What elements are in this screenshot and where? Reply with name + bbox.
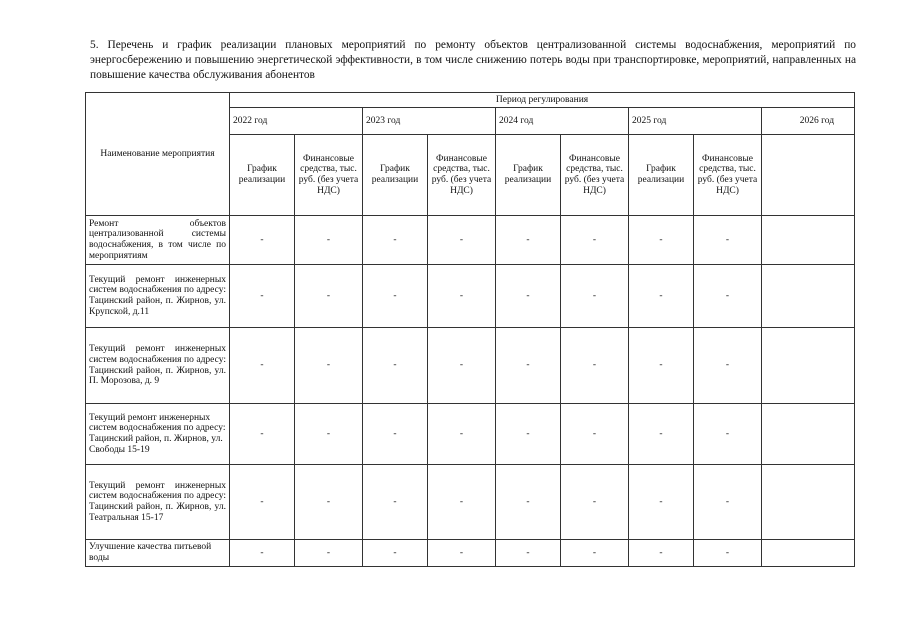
year-2025: 2025 год bbox=[629, 108, 762, 135]
cell-value: - bbox=[694, 404, 762, 465]
subheader-funds: Финансовые средства, тыс. руб. (без учета НДС) bbox=[694, 135, 762, 216]
cell-value: - bbox=[496, 404, 561, 465]
cell-value: - bbox=[629, 265, 694, 328]
header-period: Период регулирования bbox=[230, 93, 855, 108]
cell-value: - bbox=[230, 328, 295, 404]
event-name: Текущий ремонт инженерных систем водоснабжения по адресу: Тацинский район, п. Жирнов, ул. Свободы 15-19 bbox=[86, 404, 230, 465]
heading-text: 5. Перечень и график реализации плановых мероприятий по ремонту объектов централизованной системы водоснабжения, мероприятий по энергосбережению и повышению энергетической эффективности, в том числе снижению потерь воды при транспортировке, bbox=[90, 39, 856, 67]
cell-value: - bbox=[428, 216, 496, 265]
event-name: Улучшение качества питьевой воды bbox=[86, 540, 230, 567]
cell-value: - bbox=[230, 465, 295, 540]
subheader-schedule: График реализации bbox=[496, 135, 561, 216]
cell-value: - bbox=[496, 216, 561, 265]
heading-text-last: мероприятий, направленных на повышение качества обслуживания абонентов bbox=[90, 54, 856, 82]
cell-value: - bbox=[230, 216, 295, 265]
cell-value: - bbox=[561, 265, 629, 328]
cell-value: - bbox=[363, 216, 428, 265]
cell-value: - bbox=[496, 328, 561, 404]
plan-table bbox=[85, 92, 855, 567]
cell-value: - bbox=[496, 465, 561, 540]
table-row bbox=[86, 265, 855, 328]
table-row bbox=[86, 465, 855, 540]
cell-value: - bbox=[561, 540, 629, 567]
cell-value: - bbox=[295, 540, 363, 567]
cell-empty bbox=[762, 404, 855, 465]
cell-value: - bbox=[629, 404, 694, 465]
cell-value: - bbox=[694, 465, 762, 540]
cell-value: - bbox=[363, 328, 428, 404]
event-name: Текущий ремонт инженерных систем водоснабжения по адресу: Тацинский район, п. Жирнов, ул. Театральная 15-17 bbox=[86, 465, 230, 540]
cell-empty bbox=[762, 465, 855, 540]
cell-value: - bbox=[295, 465, 363, 540]
cell-value: - bbox=[428, 540, 496, 567]
year-2023: 2023 год bbox=[363, 108, 496, 135]
cell-empty bbox=[762, 216, 855, 265]
year-2024: 2024 год bbox=[496, 108, 629, 135]
cell-value: - bbox=[230, 265, 295, 328]
cell-value: - bbox=[561, 216, 629, 265]
cell-value: - bbox=[428, 328, 496, 404]
cell-value: - bbox=[428, 404, 496, 465]
cell-value: - bbox=[363, 265, 428, 328]
subheader-funds: Финансовые средства, тыс. руб. (без учета НДС) bbox=[428, 135, 496, 216]
event-name: Текущий ремонт инженерных систем водоснабжения по адресу: Тацинский район, п. Жирнов, ул. Крупской, д.11 bbox=[86, 265, 230, 328]
cell-value: - bbox=[428, 465, 496, 540]
subheader-empty bbox=[762, 135, 855, 216]
cell-value: - bbox=[295, 265, 363, 328]
subheader-schedule: График реализации bbox=[230, 135, 295, 216]
cell-value: - bbox=[694, 540, 762, 567]
cell-empty bbox=[762, 328, 855, 404]
table-row bbox=[86, 216, 855, 265]
cell-value: - bbox=[295, 328, 363, 404]
table-row bbox=[86, 328, 855, 404]
cell-empty bbox=[762, 540, 855, 567]
cell-empty bbox=[762, 265, 855, 328]
table-row bbox=[86, 540, 855, 567]
cell-value: - bbox=[694, 328, 762, 404]
cell-value: - bbox=[561, 465, 629, 540]
cell-value: - bbox=[629, 465, 694, 540]
section-heading bbox=[90, 38, 856, 84]
year-2026: 2026 год bbox=[762, 108, 855, 135]
subheader-funds: Финансовые средства, тыс. руб. (без учета НДС) bbox=[561, 135, 629, 216]
cell-value: - bbox=[561, 404, 629, 465]
cell-value: - bbox=[363, 540, 428, 567]
cell-value: - bbox=[629, 540, 694, 567]
cell-value: - bbox=[629, 216, 694, 265]
cell-value: - bbox=[694, 216, 762, 265]
cell-value: - bbox=[694, 265, 762, 328]
subheader-schedule: График реализации bbox=[629, 135, 694, 216]
cell-value: - bbox=[496, 265, 561, 328]
event-name: Текущий ремонт инженерных систем водоснабжения по адресу: Тацинский район, п. Жирнов, ул. П. Морозова, д. 9 bbox=[86, 328, 230, 404]
cell-value: - bbox=[561, 328, 629, 404]
event-name: Ремонт объектов централизованной системы водоснабжения, в том числе по мероприятиям bbox=[86, 216, 230, 265]
cell-value: - bbox=[230, 404, 295, 465]
cell-value: - bbox=[629, 328, 694, 404]
cell-value: - bbox=[428, 265, 496, 328]
header-name: Наименование мероприятия bbox=[86, 93, 230, 216]
cell-value: - bbox=[496, 540, 561, 567]
year-2022: 2022 год bbox=[230, 108, 363, 135]
cell-value: - bbox=[363, 465, 428, 540]
cell-value: - bbox=[295, 404, 363, 465]
table-row bbox=[86, 404, 855, 465]
cell-value: - bbox=[363, 404, 428, 465]
cell-value: - bbox=[230, 540, 295, 567]
cell-value: - bbox=[295, 216, 363, 265]
subheader-schedule: График реализации bbox=[363, 135, 428, 216]
subheader-funds: Финансовые средства, тыс. руб. (без учета НДС) bbox=[295, 135, 363, 216]
